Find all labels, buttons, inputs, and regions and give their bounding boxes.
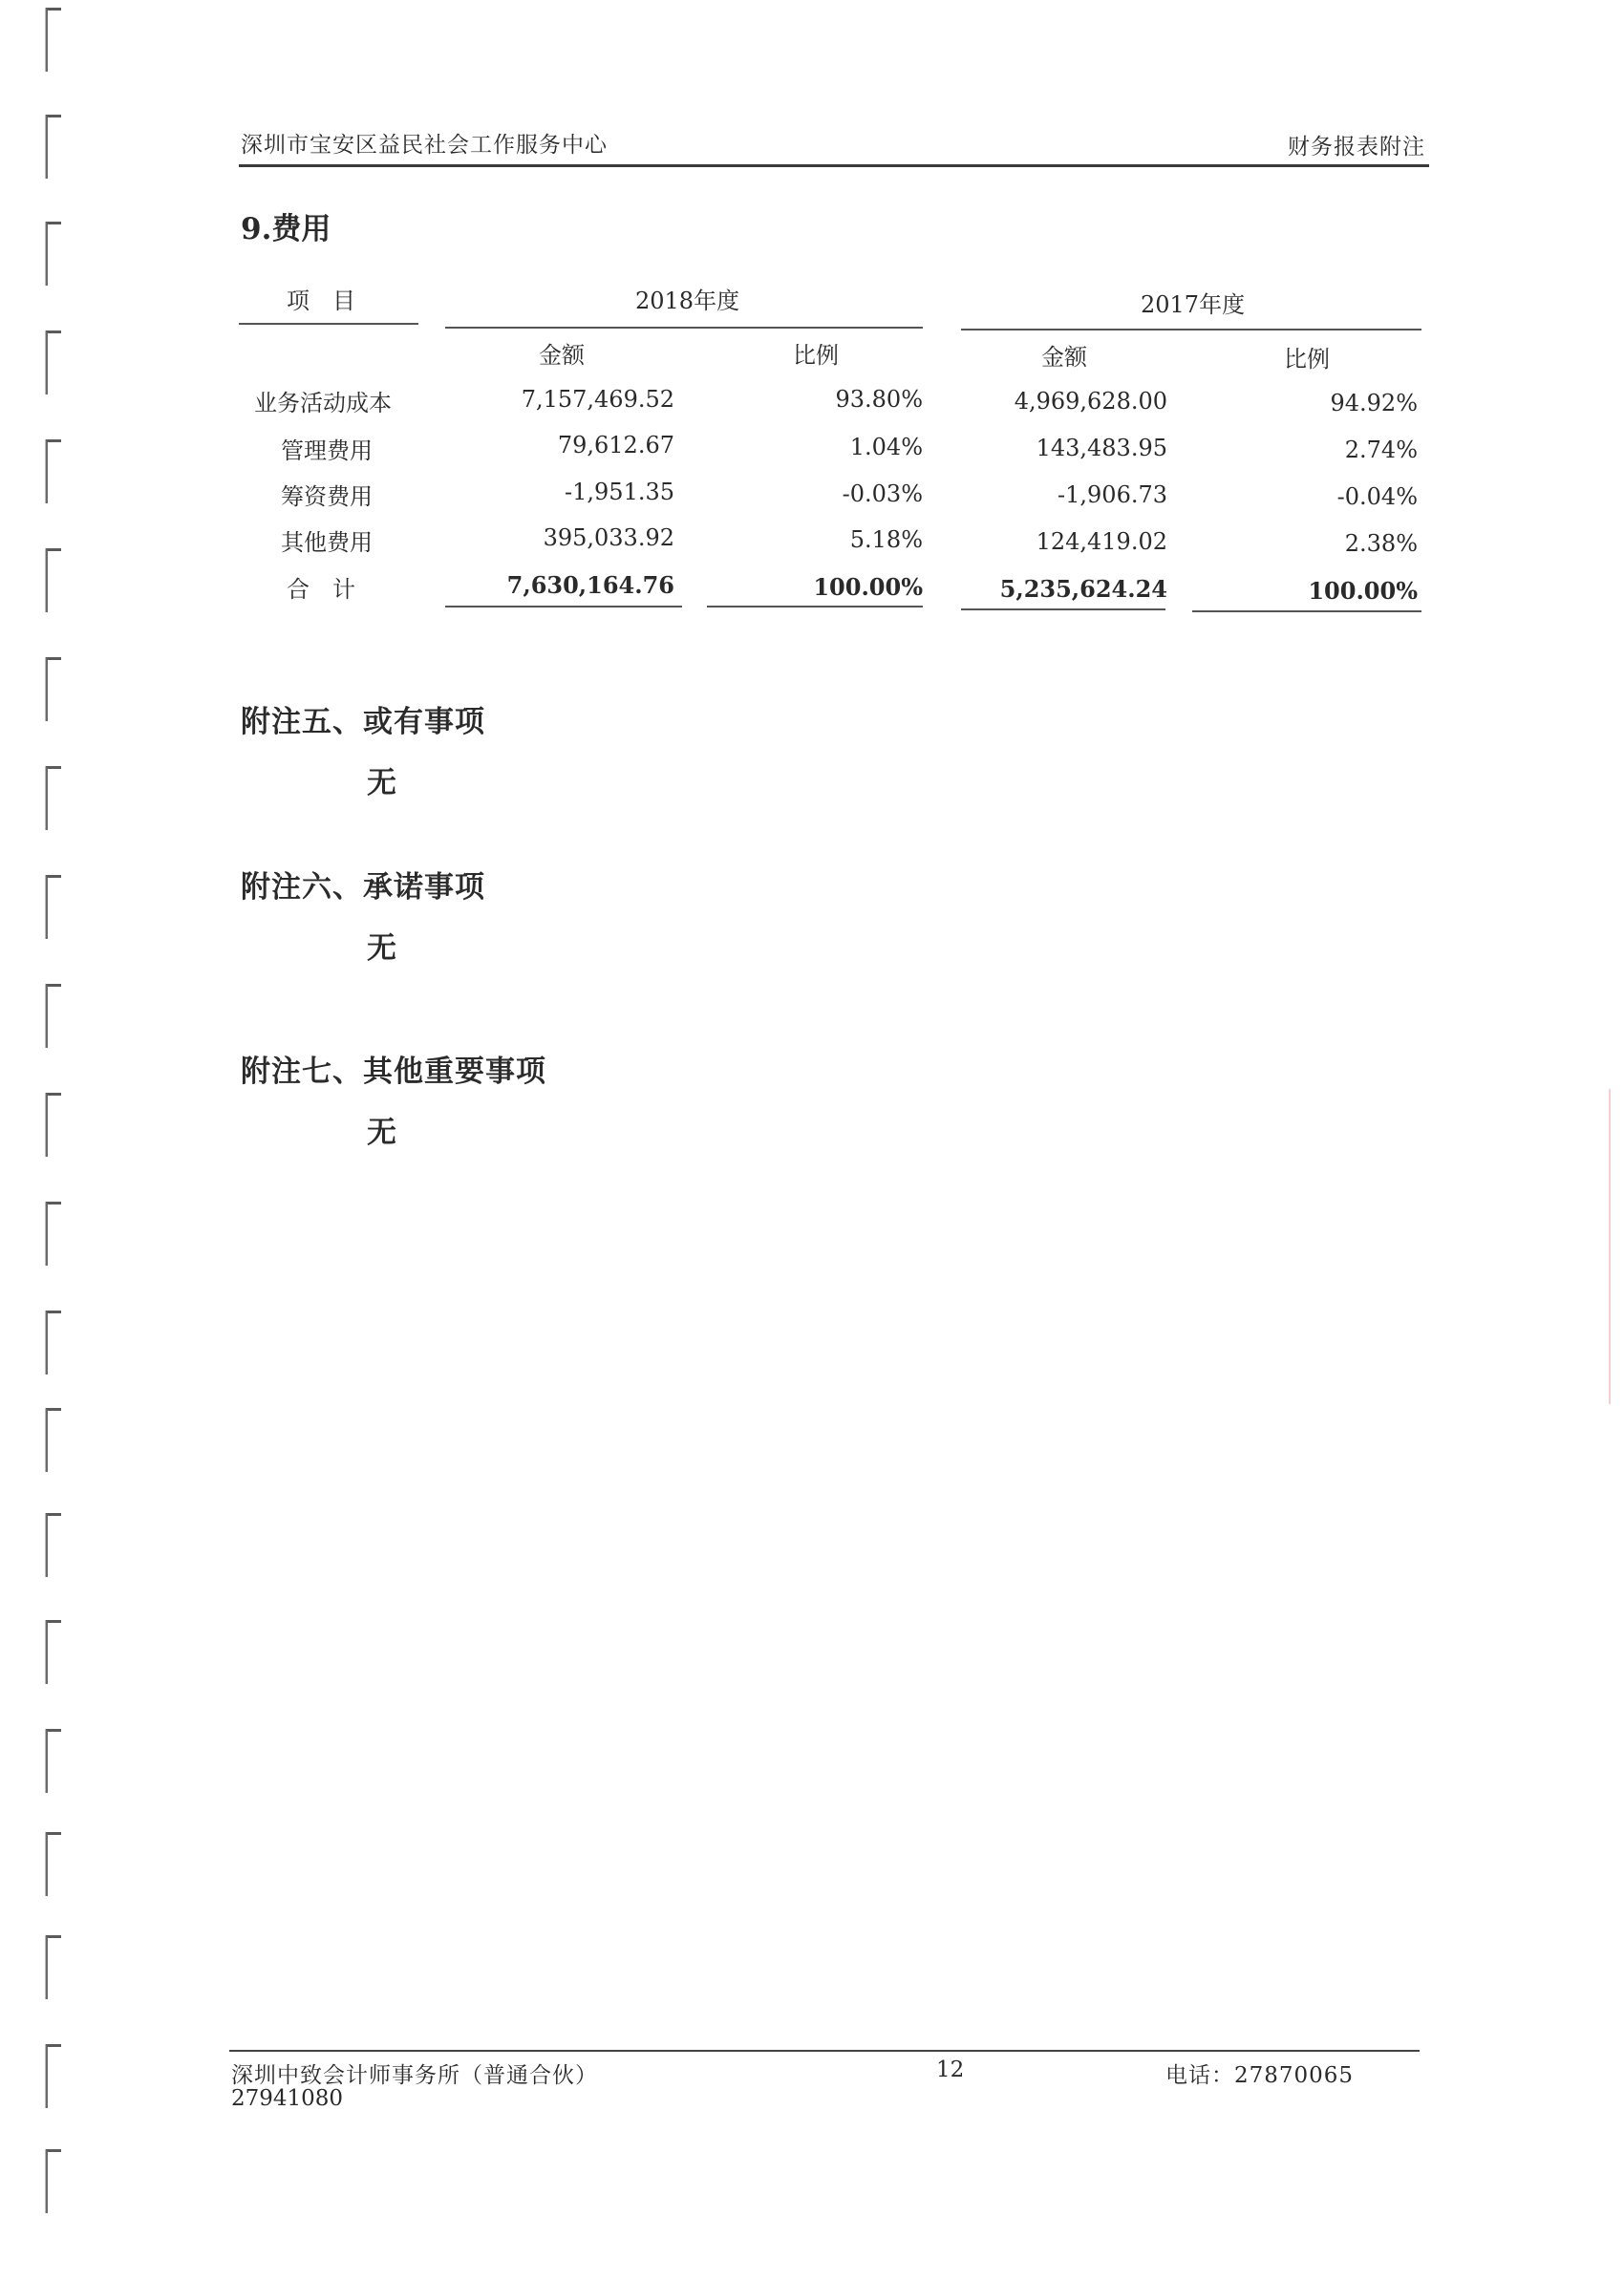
row-ratio-2018: -0.03% [842, 480, 923, 507]
col-header-item: 项 目 [287, 288, 355, 314]
total-amount-2017: 5,235,624.24 [999, 575, 1167, 603]
row-label: 业务活动成本 [254, 390, 392, 416]
row-ratio-2017: 2.74% [1344, 437, 1418, 463]
col-header-2017: 2017年度 [1141, 291, 1246, 318]
row-ratio-2017: -0.04% [1336, 483, 1418, 510]
subheader-ratio-2017: 比例 [1284, 346, 1330, 373]
row-amount-2017: 143,483.95 [1036, 435, 1167, 461]
row-ratio-2017: 2.38% [1344, 530, 1418, 557]
row-amount-2018: -1,951.35 [565, 479, 674, 505]
page-footer [229, 2050, 1420, 2109]
row-ratio-2018: 1.04% [849, 434, 923, 460]
footer-firm: 深圳中致会计师事务所（普通合伙） [231, 2063, 598, 2088]
row-amount-2017: 4,969,628.00 [1014, 388, 1167, 415]
footer-fax: 27941080 [231, 2086, 344, 2111]
note-5-title: 附注五、或有事项 [241, 705, 485, 739]
page-number: 12 [936, 2057, 965, 2082]
binding-holes [46, 0, 75, 2281]
subheader-amount-2018: 金额 [539, 342, 585, 369]
total-label: 合 计 [287, 576, 355, 603]
expense-table [239, 269, 1423, 613]
row-amount-2017: -1,906.73 [1058, 481, 1167, 508]
note-6-body: 无 [367, 931, 396, 966]
header-org: 深圳市宝安区益民社会工作服务中心 [241, 133, 608, 158]
row-amount-2018: 395,033.92 [543, 524, 674, 551]
footer-phone: 电话：27870065 [1165, 2063, 1355, 2088]
header-doc-title: 财务报表附注 [1288, 135, 1425, 160]
row-amount-2018: 7,157,469.52 [521, 386, 674, 413]
total-ratio-2017: 100.00% [1308, 577, 1418, 605]
row-amount-2017: 124,419.02 [1036, 528, 1167, 555]
note-6-title: 附注六、承诺事项 [241, 870, 485, 905]
page-edge-mark [1609, 1089, 1611, 1404]
section-title: 9.费用 [241, 212, 331, 246]
row-label: 筹资费用 [281, 483, 373, 510]
row-ratio-2018: 5.18% [849, 526, 923, 553]
row-label: 管理费用 [281, 437, 373, 464]
row-amount-2018: 79,612.67 [557, 432, 674, 458]
subheader-amount-2017: 金额 [1041, 344, 1087, 371]
note-5-body: 无 [367, 766, 396, 800]
col-header-2018: 2018年度 [635, 288, 740, 314]
total-amount-2018: 7,630,164.76 [506, 571, 674, 599]
row-label: 其他费用 [281, 529, 373, 556]
subheader-ratio-2018: 比例 [793, 342, 839, 369]
note-7-title: 附注七、其他重要事项 [241, 1055, 546, 1089]
page-header [239, 126, 1429, 167]
total-ratio-2018: 100.00% [813, 573, 923, 601]
row-ratio-2017: 94.92% [1330, 390, 1418, 416]
row-ratio-2018: 93.80% [835, 386, 923, 413]
note-7-body: 无 [367, 1116, 396, 1150]
